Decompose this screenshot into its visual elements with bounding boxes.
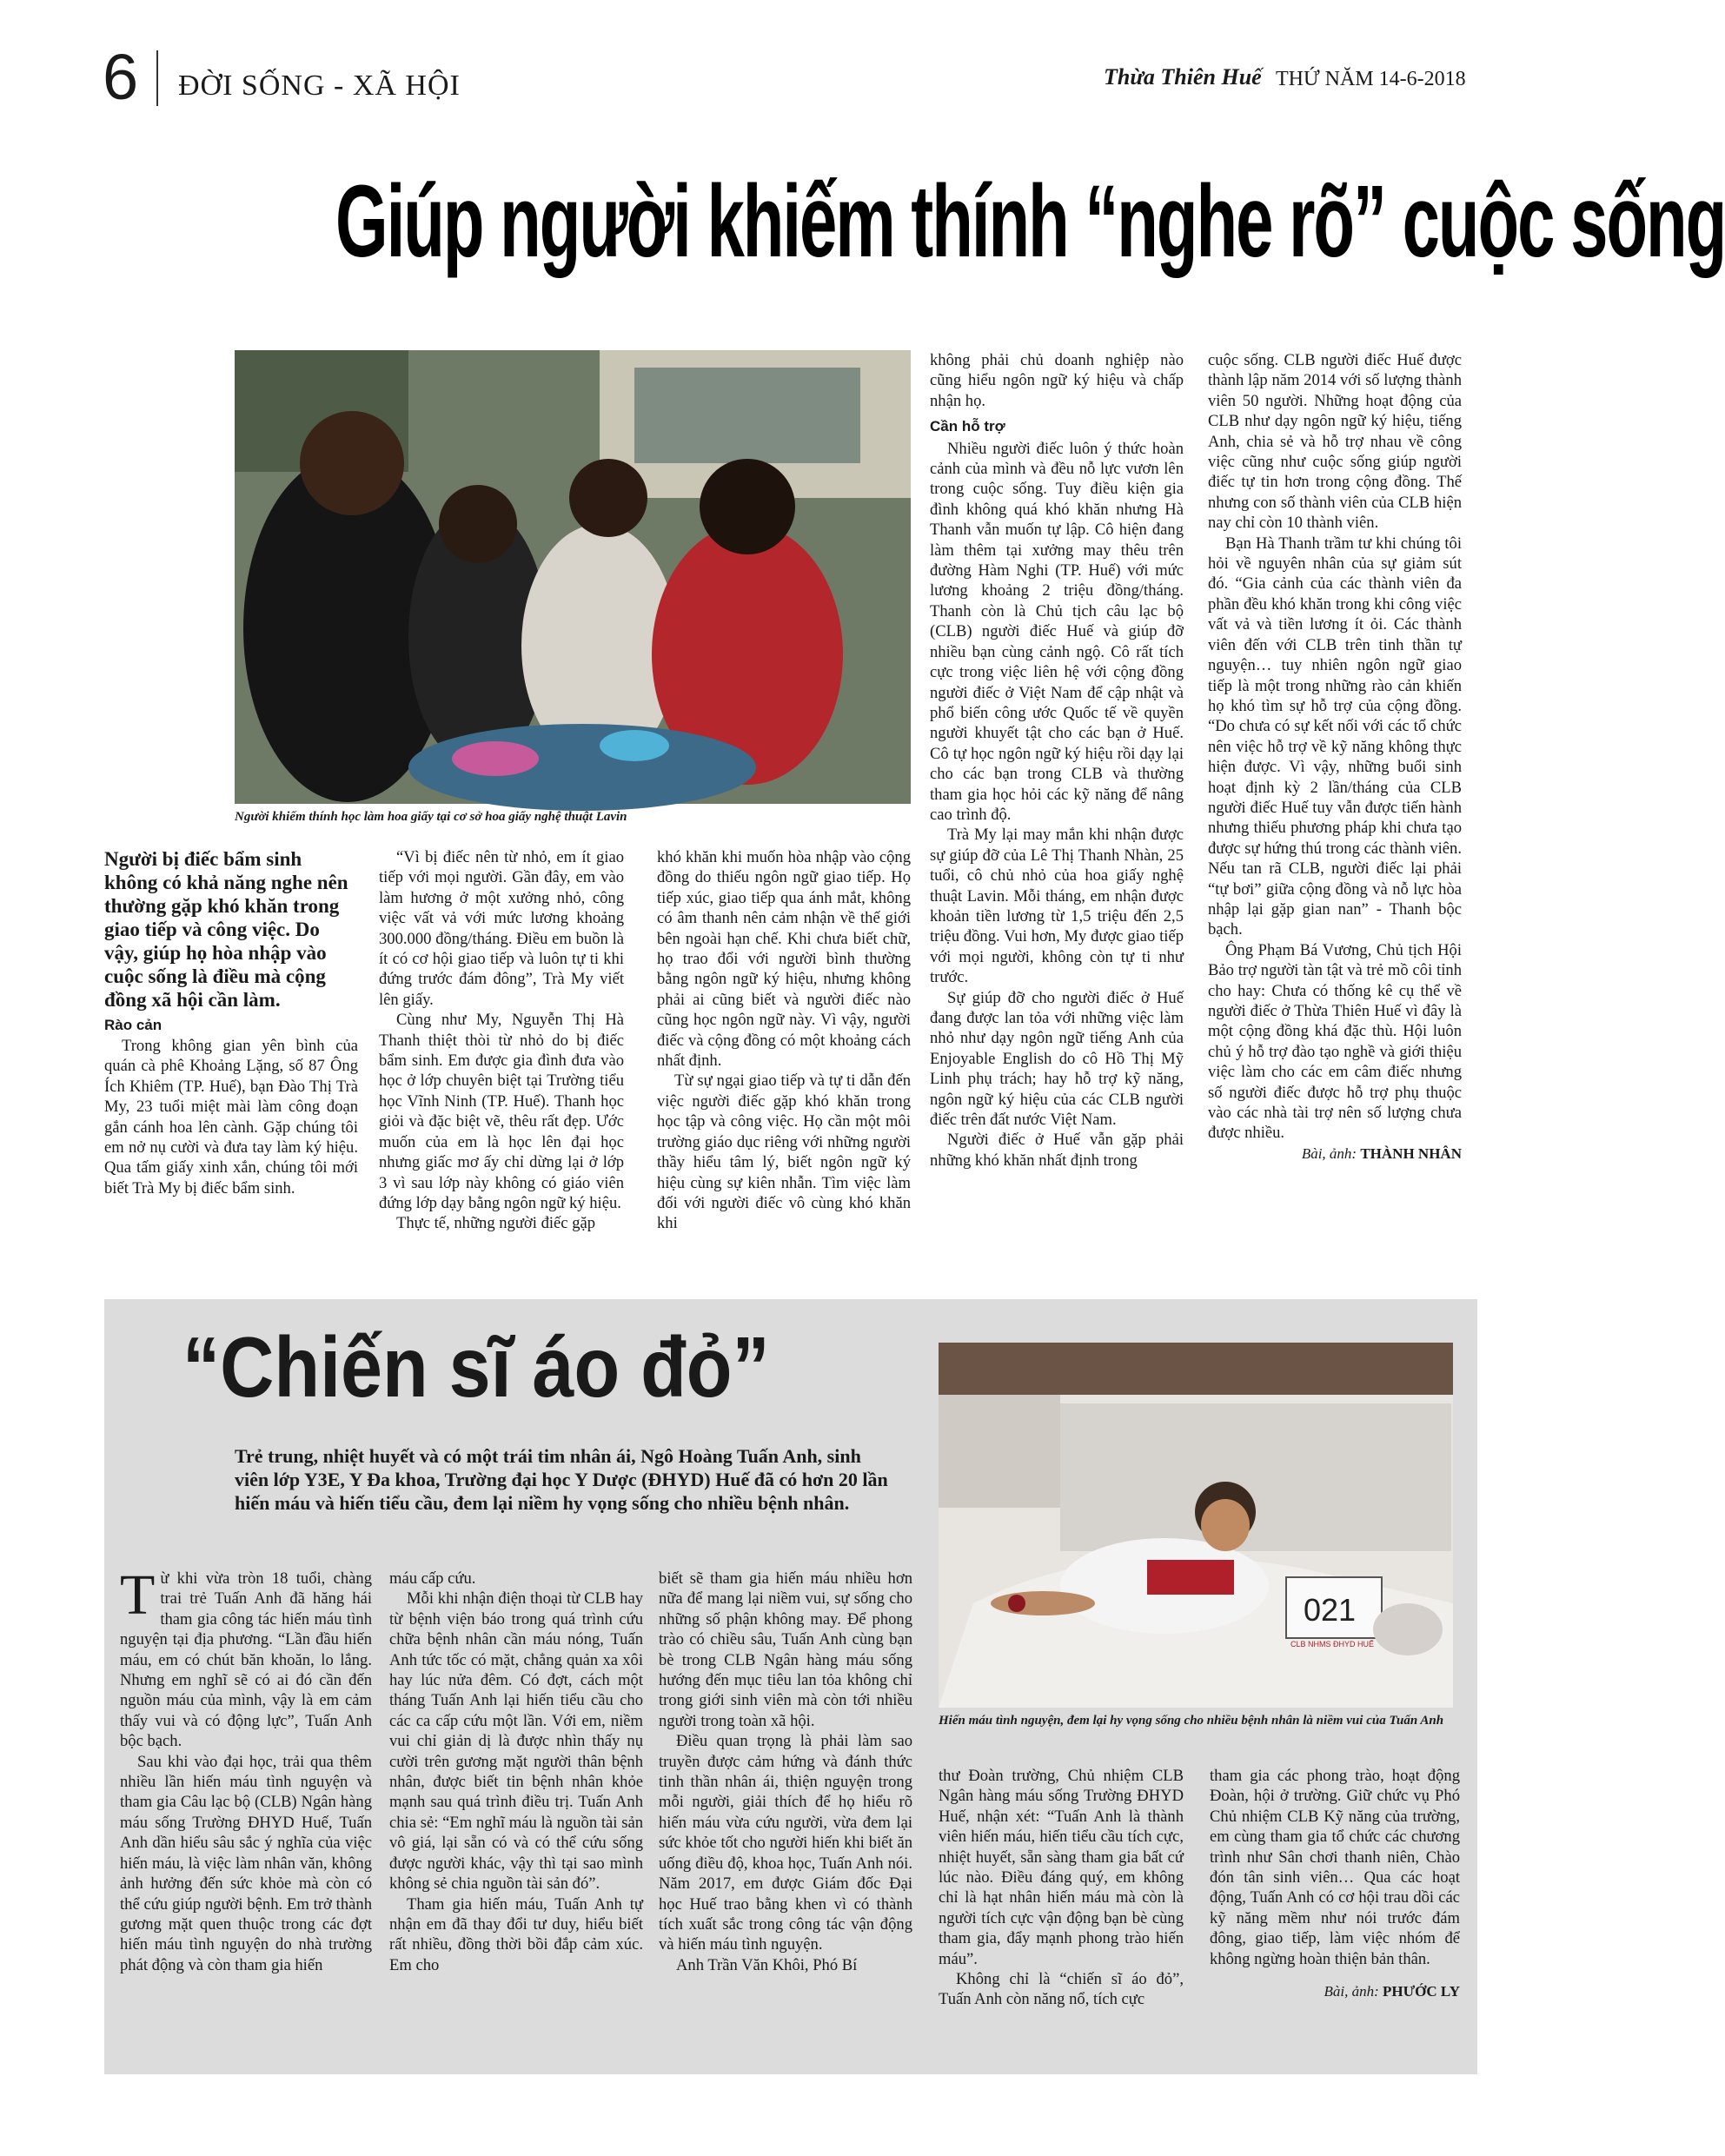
article1-col2 bbox=[379, 847, 624, 1234]
paragraph: Ông Phạm Bá Vương, Chủ tịch Hội Bảo trợ người tàn tật và trẻ mồ côi tỉnh cho hay: Chưa có thống kê cụ thể về người điếc ở Thừa Thiên Huế vì đây là một cộng đồng khá đặc thù. Hội luôn chủ ý hỗ trợ đào tạo nghề và giới thiệu việc làm cho các em câm điếc nhưng số người điếc được hỗ trợ phụ thuộc vào các nhà tài trợ nên số lượng chưa được nhiều. bbox=[1208, 940, 1462, 1143]
article1-byline bbox=[1208, 1144, 1462, 1164]
article2-photo bbox=[939, 1343, 1453, 1708]
byline-label: Bài, ảnh: bbox=[1324, 1983, 1379, 2000]
article1-col3 bbox=[657, 847, 911, 1234]
article2-headline: “Chiến sĩ áo đỏ” bbox=[182, 1319, 770, 1415]
paragraph: Mỗi khi nhận điện thoại từ CLB hay từ bệnh viện báo trong quá trình cứu chữa bệnh nhân cần máu nóng, Tuấn Anh tức tốc có mặt, chẳng quản xa xôi hay lúc nửa đêm. Có đợt, cách một tháng Tuấn Anh lại hiến tiểu cầu cho các ca cấp cứu một lần. Với em, niềm vui chỉ giản dị là được nhìn thấy nụ cười trên gương mặt người thân bệnh nhân, được biết tin bệnh nhân khỏe mạnh sau quá trình điều trị. Tuấn Anh chia sẻ: “Em nghĩ máu là nguồn tài sản vô giá, lại sẵn có và có thể cứu sống được người khác, vậy thì tại sao mình không sẻ chia nguồn tài sản đó”. bbox=[389, 1589, 643, 1894]
paragraph: biết sẽ tham gia hiến máu nhiều hơn nữa để mang lại niềm vui, sự sống cho những số phận không may. Để phong trào có chiều sâu, Tuấn Anh cùng bạn bè trong CLB Ngân hàng máu sống hướng đến mục tiêu lan tỏa không chỉ trong giới sinh viên mà còn tới nhiều người trong toàn xã hội. bbox=[659, 1569, 912, 1730]
paragraph: Trà My lại may mắn khi nhận được sự giúp đỡ của Lê Thị Thanh Nhàn, 25 tuổi, cô chủ nhỏ của hoa giấy nghệ thuật Lavin. Mỗi tháng, em nhận được khoản tiền lương từ 1,5 triệu đến 2,5 triệu đồng. Vui hơn, My được giao tiếp với mọi người, không còn tự ti như trước. bbox=[930, 826, 1184, 987]
article1-col4 bbox=[930, 350, 1184, 1171]
byline-name: THÀNH NHÂN bbox=[1360, 1144, 1462, 1162]
paragraph: “Vì bị điếc nên từ nhỏ, em ít giao tiếp với mọi người. Gần đây, em vào làm hương ở một xưởng nhỏ, công việc vất vả với mức lương khoảng 300.000 đồng/tháng. Điều em buồn là ít có cơ hội giao tiếp và luôn tự ti khi đứng trước đám đông”, Trà My viết lên giấy. bbox=[379, 848, 624, 1009]
paragraph: tham gia các phong trào, hoạt động Đoàn, hội ở trường. Giữ chức vụ Phó Chủ nhiệm CLB Kỹ năng của trường, em cùng tham gia tổ chức các chương trình như Sân chơi thanh niên, Chào đón tân sinh viên… Qua các hoạt động, Tuấn Anh có cơ hội trau dồi các kỹ năng mềm như nói trước đám đông, giao tiếp, làm việc nhóm để không ngừng hoàn thiện bản thân. bbox=[1210, 1767, 1460, 1968]
paragraph: Anh Trần Văn Khôi, Phó Bí bbox=[676, 1955, 858, 1974]
paragraph: ừ khi vừa tròn 18 tuổi, chàng trai trẻ Tuấn Anh đã hăng hái tham gia công tác hiến máu tình nguyện tại địa phương. “Lần đầu hiến máu, em có chút băn khoăn, lo lắng. Nhưng em nghĩ sẽ có ai đó cần đến nguồn máu của mình, vậy là em cảm thấy vui và có động lực”, Tuấn Anh bộc bạch. bbox=[120, 1569, 372, 1751]
section-title: ĐỜI SỐNG - XÃ HỘI bbox=[178, 70, 461, 102]
paragraph: không phải chủ doanh nghiệp nào cũng hiểu ngôn ngữ ký hiệu và chấp nhận họ. bbox=[930, 351, 1184, 410]
article1-photo-caption: Người khiếm thính học làm hoa giấy tại cơ sở hoa giấy nghệ thuật Lavin bbox=[235, 810, 627, 824]
article2-photo-caption: Hiến máu tình nguyện, đem lại hy vọng sống cho nhiều bệnh nhân là niềm vui của Tuấn Anh bbox=[939, 1714, 1444, 1728]
article1-lead: Người bị điếc bẩm sinh không có khả năng nghe nên thường gặp khó khăn trong giao tiếp và công việc. Do vậy, giúp họ hòa nhập vào cuộc sống là điều mà cộng đồng xã hội cần làm. bbox=[104, 848, 348, 1011]
paragraph: Không chỉ là “chiến sĩ áo đỏ”, Tuấn Anh còn năng nổ, tích cực bbox=[939, 1970, 1184, 2009]
paragraph: Cùng như My, Nguyễn Thị Hà Thanh thiệt thòi từ nhỏ do bị điếc bẩm sinh. Em được gia đình đưa vào học ở lớp chuyên biệt tại Trường tiểu học Vĩnh Ninh (TP. Huế). Thanh học giỏi và đặc biệt vẽ, thêu rất đẹp. Ước muốn của em là học lên đại học nhưng giấc mơ ấy chỉ dừng lại ở lớp 3 vì sau lớp này không có giáo viên đứng lớp dạy bằng ngôn ngữ ký hiệu. bbox=[379, 1011, 624, 1212]
paragraph: Từ sự ngại giao tiếp và tự ti dẫn đến việc người điếc gặp khó khăn trong học tập và công việc. Họ cần một môi trường giáo dục riêng với những người thầy hiểu tâm lý, biết ngôn ngữ ký hiệu cùng sự kiên nhẫn. Tìm việc làm đối với người điếc vô cùng khó khăn khi bbox=[657, 1071, 911, 1233]
dropcap: T bbox=[120, 1563, 156, 1627]
paragraph: cuộc sống. CLB người điếc Huế được thành lập năm 2014 với số lượng thành viên 50 người. Những hoạt động của CLB như dạy ngôn ngữ ký hiệu, tiếng Anh, chia sẻ và hỗ trợ nhau về công việc cũng như cuộc sống giúp người điếc tự tin hơn trong cộng đồng. Thế nhưng con số thành viên của CLB hiện nay chỉ còn 10 thành viên. bbox=[1208, 351, 1462, 533]
paragraph: Thực tế, những người điếc gặp bbox=[396, 1214, 596, 1233]
page-number: 6 bbox=[103, 41, 139, 113]
article2-col4 bbox=[939, 1766, 1184, 2010]
paragraph: thư Đoàn trường, Chủ nhiệm CLB Ngân hàng máu sống Trường ĐHYD Huế, nhận xét: “Tuấn Anh là thành viên hiến máu, hiến tiểu cầu tích cực, nhiệt huyết, sẵn sàng tham gia bất cứ lúc nào. Điều đáng quý, em không chỉ là hạt nhân hiến máu mà còn là người tích cực vận động bạn bè cùng tham gia, đẩy mạnh phong trào hiến máu”. bbox=[939, 1767, 1184, 1968]
header-divider bbox=[156, 50, 158, 106]
article2-col5 bbox=[1210, 1766, 1460, 2001]
article2-col2 bbox=[389, 1569, 643, 1975]
byline-name: PHƯỚC LY bbox=[1383, 1983, 1460, 2000]
paragraph: Sau khi vào đại học, trải qua thêm nhiều lần hiến máu tình nguyện và tham gia Câu lạc bộ (CLB) Ngân hàng máu sống Trường ĐHYD Huế, Tuấn Anh dần hiểu sâu sắc ý nghĩa của việc hiến máu, là việc làm nhân văn, không ảnh hưởng đến sức khỏe mà còn có thể cứu giúp người bệnh. Em trở thành gương mặt quen thuộc trong các đợt hiến máu tình nguyện do nhà trường phát động và còn tham gia hiến bbox=[120, 1752, 372, 1974]
sign-board-text: CLB NHMS ĐHYD HUẾ bbox=[1290, 1640, 1375, 1649]
paragraph: Tham gia hiến máu, Tuấn Anh tự nhận em đã thay đổi tư duy, hiểu biết rất nhiều, đồng thời bồi đắp cảm xúc. Em cho bbox=[389, 1894, 643, 1974]
article2-col1 bbox=[120, 1563, 372, 1975]
subhead-can-ho-tro: Cần hỗ trợ bbox=[930, 418, 1005, 435]
newspaper-name: Thừa Thiên Huế bbox=[1104, 64, 1262, 90]
article2-byline bbox=[1210, 1981, 1460, 2001]
subhead-rao-can: Rào cản bbox=[104, 1017, 163, 1033]
paragraph: Nhiều người điếc luôn ý thức hoàn cảnh của mình và đều nỗ lực vươn lên trong cuộc sống. Tuy điều kiện gia đình không quá khó khăn nhưng Hà Thanh vẫn muốn tự lập. Cô hiện đang làm thêm tại xưởng may thêu trên đường Hàm Nghi (TP. Huế) với mức lương khoảng 2 triệu đồng/tháng. Thanh còn là Chủ tịch câu lạc bộ (CLB) người điếc Huế và giúp đỡ nhiều bạn cùng cảnh ngộ. Cô rất tích cực trong việc liên hệ với cộng đồng người điếc ở Việt Nam để cập nhật và phổ biến công ước Quốc tế về quyền người khuyết tật cho các bạn ở Huế. Cô tự học ngôn ngữ ký hiệu rồi dạy lại cho các bạn trong CLB và thường tham gia học hỏi các kỹ năng để nâng cao trình độ. bbox=[930, 439, 1184, 824]
article1-col1 bbox=[104, 847, 358, 1198]
article1-col5 bbox=[1208, 350, 1462, 1164]
paragraph: Bạn Hà Thanh trầm tư khi chúng tôi hỏi về nguyên nhân của sự giảm sút đó. “Gia cảnh của các thành viên đa phần đều khó khăn trong khi công việc vất vả và tiền lương ít ỏi. Các thành viên đến với CLB trên tinh thần tự nguyện… tuy nhiên ngôn ngữ giao tiếp là một trong những rào cản khiến họ khó tìm sự hỗ trợ của cộng đồng. “Do chưa có sự kết nối với các tổ chức nên việc hỗ trợ về kỹ năng không thực hiện được. Vì vậy, những buổi sinh hoạt định kỳ 2 lần/tháng của CLB người điếc Huế tuy vẫn được tiến hành nhưng thiếu phương pháp khi chưa tạo được sự hứng thú trong các thành viên. Nếu tan rã CLB, người điếc lại phải “tự bơi” giữa cộng đồng và nỗ lực hòa nhập lại gặp gian nan” - Thanh bộc bạch. bbox=[1208, 534, 1462, 939]
paragraph: máu cấp cứu. bbox=[389, 1569, 476, 1588]
paragraph: khó khăn khi muốn hòa nhập vào cộng đồng do thiếu ngôn ngữ giao tiếp. Họ tiếp xúc, giao tiếp qua ánh mắt, không có âm thanh nên cảm nhận về thế giới bên ngoài hạn chế. Khi chưa biết chữ, họ trao đổi với người bình thường bằng ngôn ngữ ký hiệu, nhưng không phải ai cũng biết và người điếc nào cũng học ngôn ngữ này. Vì vậy, người điếc và cộng đồng có một khoảng cách nhất định. bbox=[657, 848, 911, 1071]
paragraph: Người điếc ở Huế vẫn gặp phải những khó khăn nhất định trong bbox=[930, 1131, 1184, 1170]
paragraph: Điều quan trọng là phải làm sao truyền được cảm hứng và đánh thức tinh thần nhân ái, thiện nguyện trong mỗi người, giải thích để họ hiểu rõ hiến máu vừa cứu người, vừa đem lại sức khỏe tốt cho người hiến khi biết ăn uống điều độ, khoa học, Tuấn Anh nói. Năm 2017, em được Giám đốc Đại học Huế trao bằng khen vì có thành tích xuất sắc trong công tác vận động và hiến máu tình nguyện. bbox=[659, 1732, 912, 1954]
byline-label: Bài, ảnh: bbox=[1301, 1144, 1357, 1162]
article2-col3 bbox=[659, 1569, 912, 1975]
paragraph: Sự giúp đỡ cho người điếc ở Huế đang được lan tỏa với những việc làm nhỏ như dạy ngôn ngữ tiếng Anh của Enjoyable English do cô Hồ Thị Mỹ Linh phụ trách; hay hỗ trợ kỹ năng, ngôn ngữ ký hiệu của các CLB người điếc trên đất nước Việt Nam. bbox=[930, 988, 1184, 1130]
article1-headline: Giúp người khiếm thính “nghe rõ” cuộc sống bbox=[335, 164, 1725, 279]
article2-lead: Trẻ trung, nhiệt huyết và có một trái tim nhân ái, Ngô Hoàng Tuấn Anh, sinh viên lớp Y3E, Y Đa khoa, Trường đại học Y Dược (ĐHYD) Huế đã có hơn 20 lần hiến máu và hiến tiểu cầu, đem lại niềm hy vọng sống cho nhiều bệnh nhân. bbox=[235, 1445, 888, 1514]
article1-photo bbox=[235, 350, 911, 804]
issue-date: THỨ NĂM 14-6-2018 bbox=[1276, 68, 1466, 90]
paragraph: Trong không gian yên bình của quán cà phê Khoảng Lặng, số 87 Ông Ích Khiêm (TP. Huế), bạn Đào Thị Trà My, 23 tuổi miệt mài làm công đoạn gắn cánh hoa lên cành. Gặp chúng tôi em nở nụ cười và đưa tay làm ký hiệu. Qua tấm giấy xinh xắn, chúng tôi mới biết Trà My bị điếc bẩm sinh. bbox=[104, 1037, 358, 1197]
svg-text:021: 021 bbox=[1304, 1592, 1357, 1628]
